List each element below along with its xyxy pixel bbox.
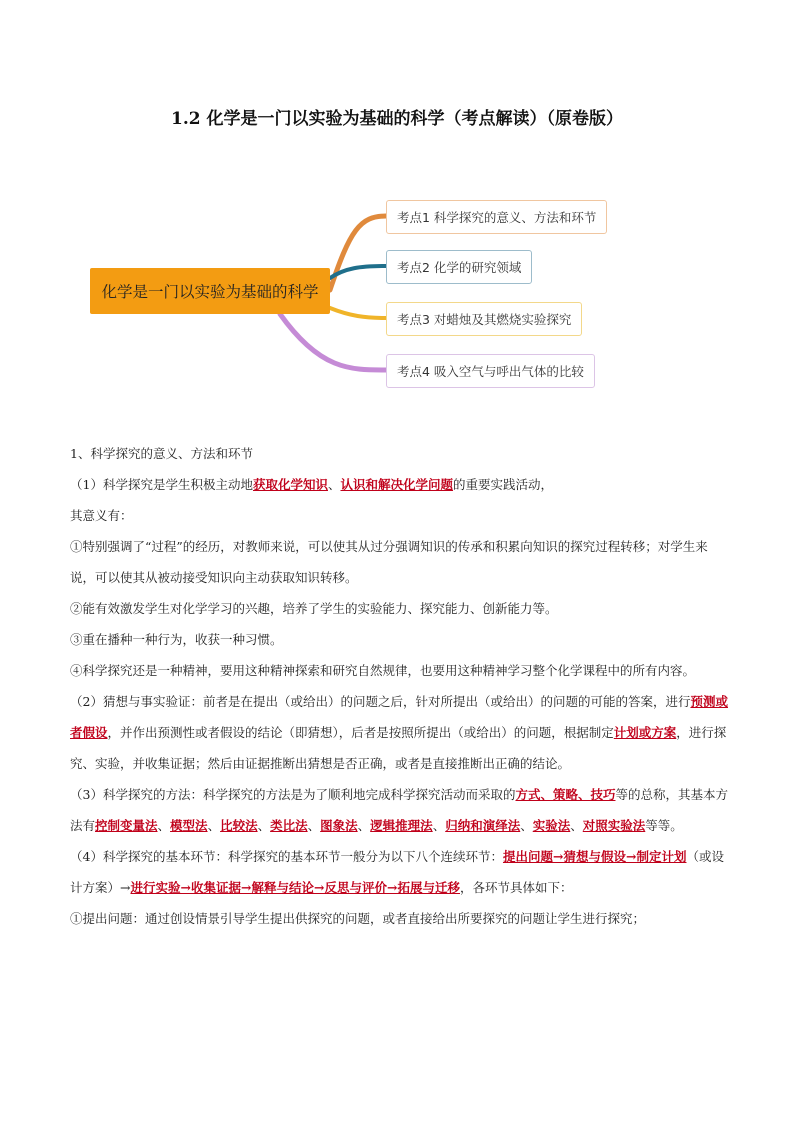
keyword: 计划或方案 — [613, 725, 677, 740]
keyword: 控制变量法 — [95, 818, 158, 833]
paragraph-2 — [70, 686, 730, 779]
arrow: → — [180, 880, 191, 895]
text: 、 — [207, 818, 221, 833]
arrow: → — [314, 880, 325, 895]
mind-map-root: 化学是一门以实验为基础的科学 — [90, 268, 330, 314]
document-title: 1.2 化学是一门以实验为基础的科学（考点解读）（原卷版） — [171, 109, 623, 129]
keyword: 反思与评价 — [324, 880, 387, 895]
text: ，进行探究、实验，并收集证据；然后由证据推断出猜想是否正确，或者是直接推断出正确的结论。 — [70, 725, 727, 771]
text: ，并作出预测性或者假设的结论（即猜想），后者是按照所提出（或给出）的问题，根据制定 — [107, 725, 614, 740]
text: （3）科学探究的方法：科学探究的方法是为了顺利地完成科学探究活动而采取的 — [70, 787, 516, 802]
keyword: 方式、策略、技巧 — [515, 787, 616, 802]
keyword: 模型法 — [170, 818, 208, 833]
mind-map-node-2: 考点2 化学的研究领域 — [386, 250, 532, 284]
text: 、 — [432, 818, 446, 833]
meaning-2: ②能有效激发学生对化学学习的兴趣，培养了学生的实验能力、探究能力、创新能力等。 — [70, 601, 558, 616]
keyword: 进行实验 — [130, 880, 181, 895]
meaning-4: ④科学探究还是一种精神，要用这种精神探索和研究自然规律，也要用这种精神学习整个化学课程中的所有内容。 — [70, 663, 696, 678]
meaning-3: ③重在播种一种行为，收获一种习惯。 — [70, 632, 283, 647]
keyword: 收集证据 — [190, 880, 241, 895]
text: 、 — [357, 818, 371, 833]
paragraph-3 — [70, 779, 730, 841]
arrow: → — [552, 849, 564, 864]
text: 、 — [327, 477, 341, 492]
keyword: 对照实验法 — [582, 818, 646, 833]
text: 、 — [520, 818, 533, 833]
text: 、 — [307, 818, 321, 833]
arrow: → — [387, 880, 398, 895]
arrow: → — [625, 849, 637, 864]
mind-map-node-1: 考点1 科学探究的意义、方法和环节 — [386, 200, 607, 234]
text: 等等。 — [645, 818, 683, 833]
mind-map-node-3: 考点3 对蜡烛及其燃烧实验探究 — [386, 302, 582, 336]
section-heading: 1、科学探究的意义、方法和环节 — [70, 446, 253, 461]
paragraph-1 — [70, 469, 730, 500]
keyword: 预测或者假设 — [70, 694, 728, 740]
keyword: 类比法 — [270, 818, 308, 833]
text: （1）科学探究是学生积极主动地 — [70, 477, 253, 492]
keyword: 猜想与假设 — [563, 849, 626, 864]
paragraph-4 — [70, 841, 730, 903]
meaning-intro: 其意义有： — [70, 508, 133, 523]
keyword: 制定计划 — [636, 849, 687, 864]
text: （或设计方案）→ — [70, 849, 724, 895]
text: 的重要实践活动， — [453, 477, 554, 492]
text: ，各环节具体如下： — [460, 880, 573, 895]
keyword: 实验法 — [532, 818, 571, 833]
keyword: 拓展与迁移 — [397, 880, 460, 895]
step-1: ①提出问题：通过创设情景引导学生提出供探究的问题，或者直接给出所要探究的问题让学生进行探究； — [70, 911, 646, 926]
keyword: 逻辑推理法 — [370, 818, 433, 833]
keyword: 提出问题 — [502, 849, 553, 864]
keyword: 获取化学知识 — [252, 477, 328, 492]
keyword: 图象法 — [320, 818, 358, 833]
text: （2）猜想与事实验证：前者是在提出（或给出）的问题之后，针对所提出（或给出）的问题的可能的答案，进行 — [70, 694, 691, 709]
connector-3 — [330, 308, 386, 318]
text: 等的总称，其基本方法有 — [70, 787, 728, 833]
text: 、 — [157, 818, 171, 833]
keyword: 归纳和演绎法 — [445, 818, 521, 833]
mind-map-node-4: 考点4 吸入空气与呼出气体的比较 — [386, 354, 595, 388]
meaning-1: ①特别强调了“过程”的经历，对教师来说，可以使其从过分强调知识的传承和积累向知识的探究过程转移；对学生来说，可以使其从被动接受知识向主动获取知识转移。 — [70, 539, 708, 585]
keyword: 认识和解决化学问题 — [340, 477, 454, 492]
connector-1 — [330, 216, 386, 290]
mind-map — [80, 190, 640, 400]
keyword: 比较法 — [220, 818, 258, 833]
document-body — [70, 438, 730, 934]
arrow: → — [241, 880, 252, 895]
connector-4 — [280, 314, 386, 370]
text: 、 — [257, 818, 271, 833]
keyword: 解释与结论 — [251, 880, 314, 895]
text: （4）科学探究的基本环节：科学探究的基本环节一般分为以下八个连续环节： — [70, 849, 503, 864]
text: 、 — [570, 818, 583, 833]
